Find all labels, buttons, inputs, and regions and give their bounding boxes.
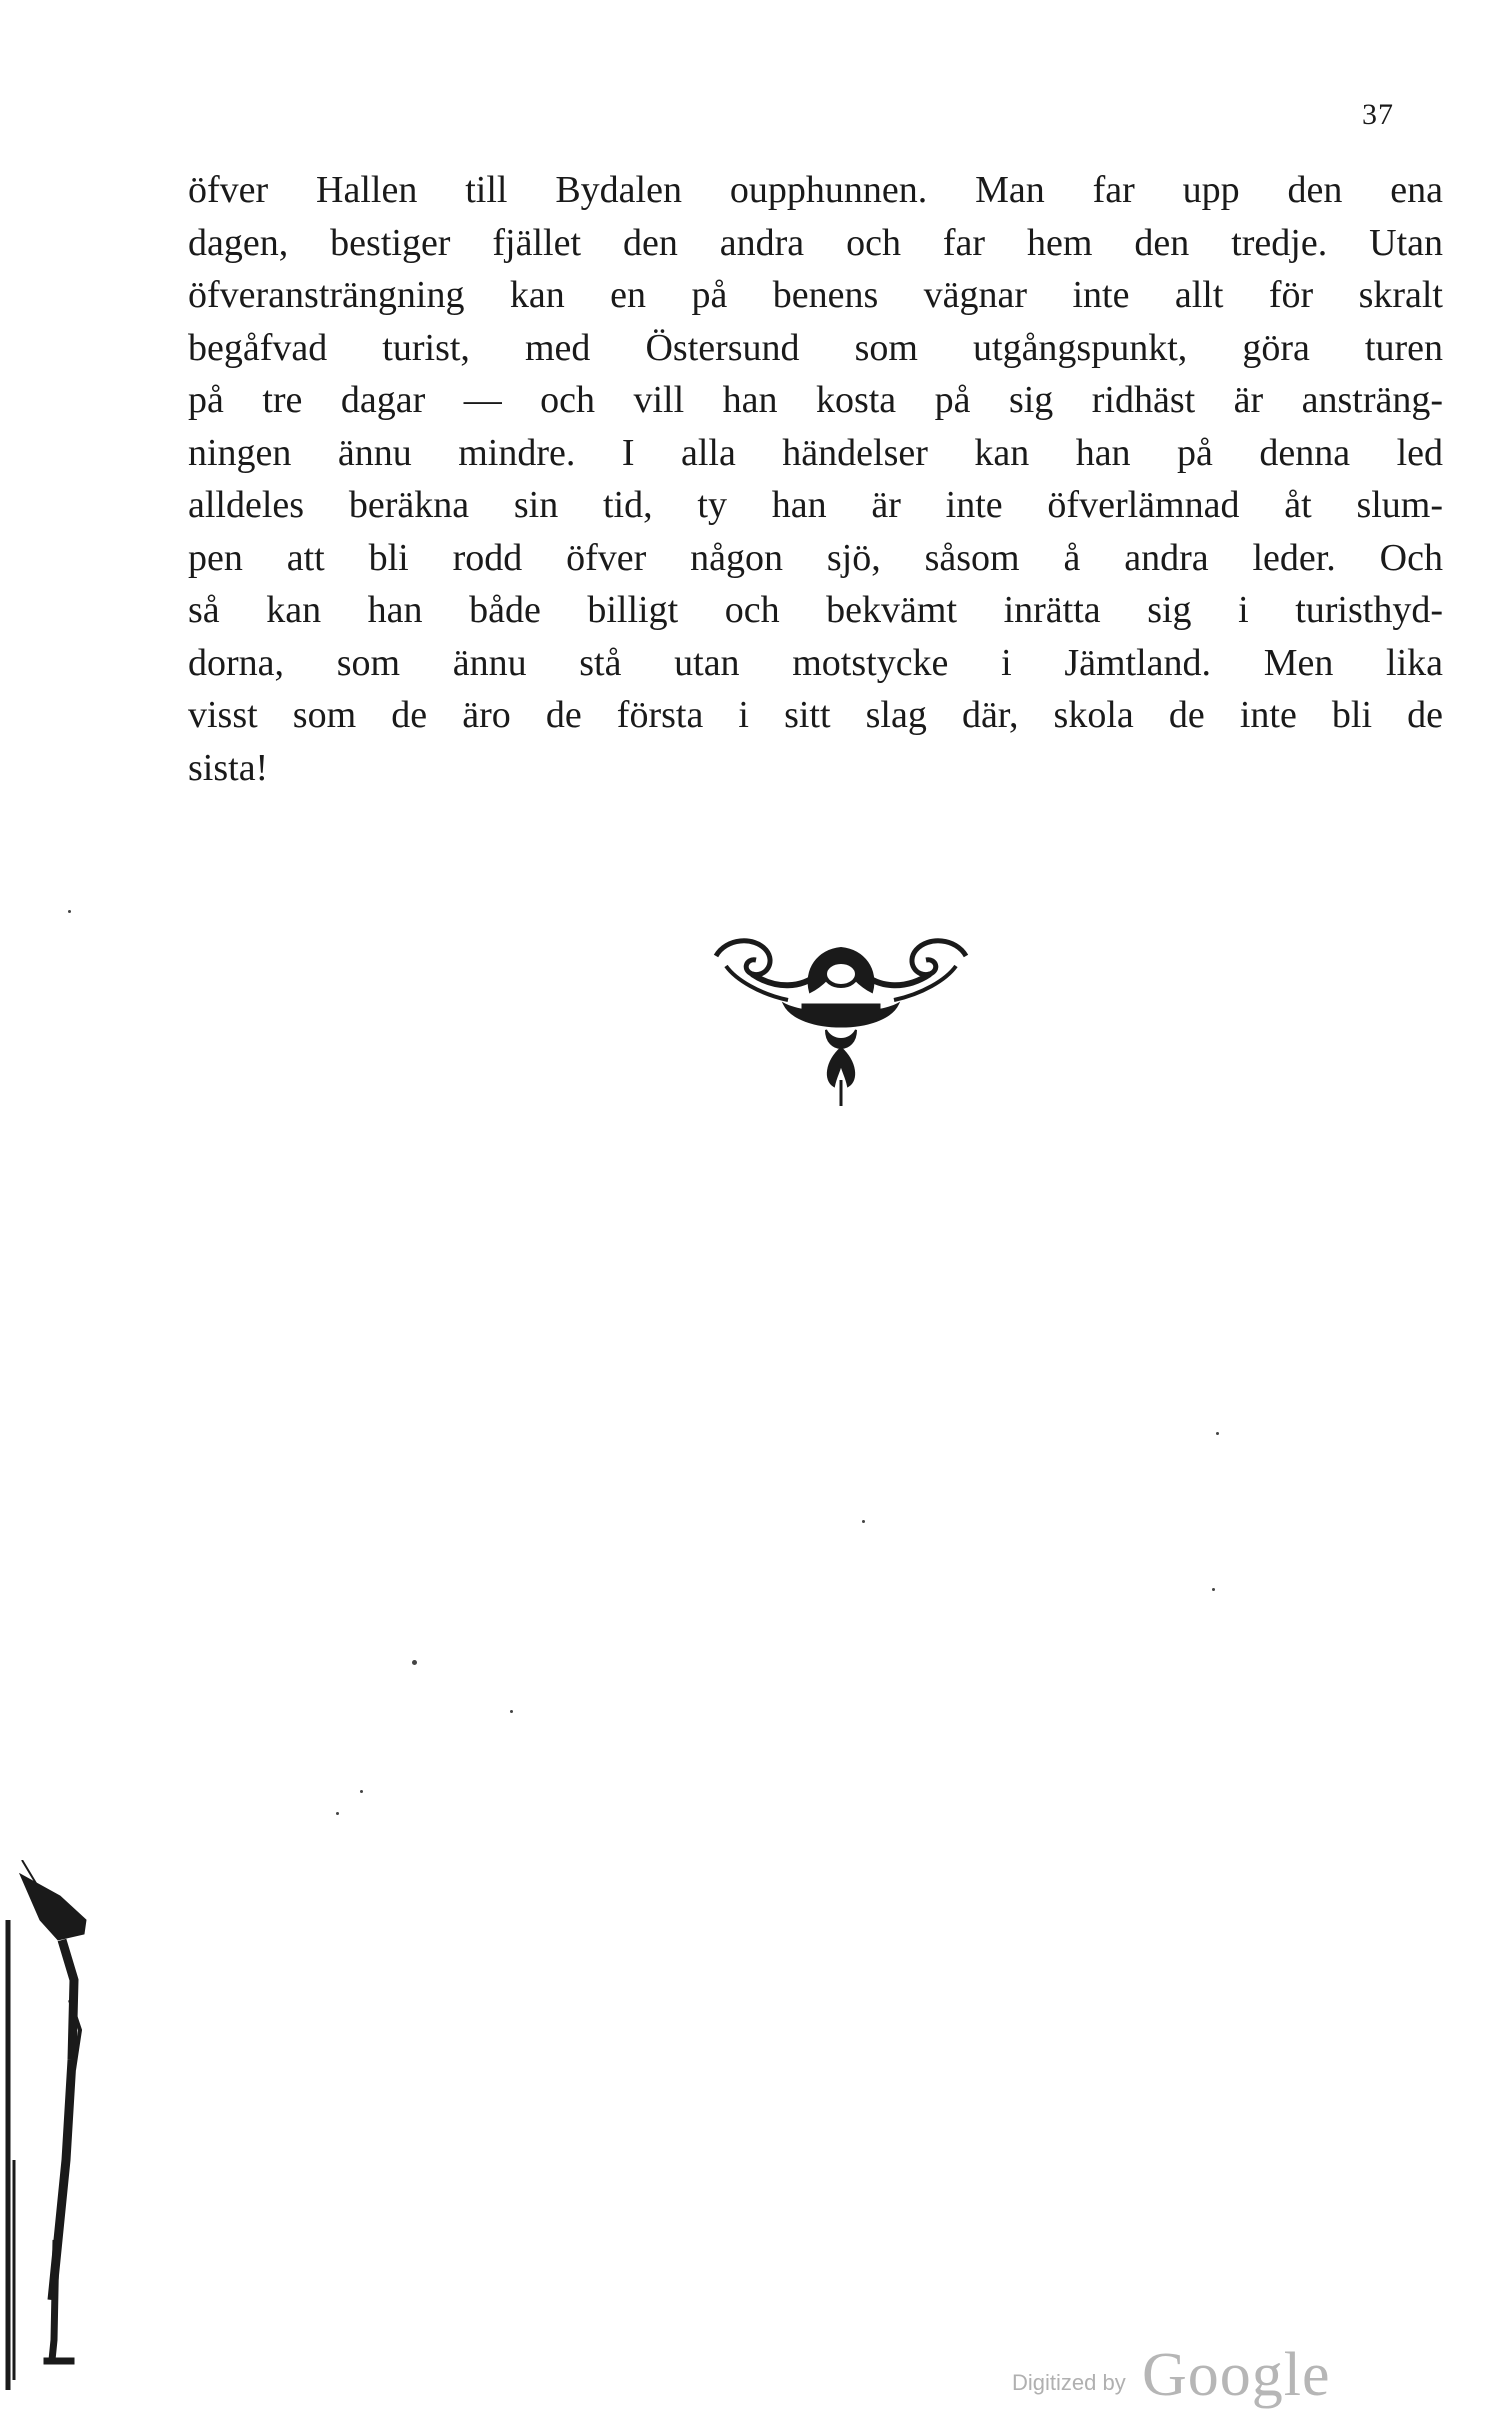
text-line-5: på tre dagar — och vill han kosta på sig ridhäst är ansträng-: [188, 379, 1443, 421]
ornament-vignette-icon: [706, 930, 976, 1120]
text-line-8: pen att bli rodd öfver någon sjö, såsom å andra leder. Och: [188, 536, 1443, 579]
text-line-3: öfveransträngning kan en på benens vägnar inte allt för skralt: [188, 274, 1443, 316]
page-number: 37: [1362, 98, 1394, 131]
google-watermark: [1012, 2340, 1432, 2410]
body-text: [188, 164, 1443, 794]
scan-speck-icon: [1216, 1432, 1219, 1435]
text-line-7: alldeles beräkna sin tid, ty han är inte öfverlämnad åt slum-: [188, 484, 1443, 526]
text-line-6: ningen ännu mindre. I alla händelser kan han på denna led: [188, 431, 1443, 474]
text-line-2: dagen, bestiger fjället den andra och far hem den tredje. Utan: [188, 221, 1443, 264]
scan-speck-icon: [510, 1710, 513, 1713]
text-line-9: så kan han både billigt och bekvämt inrätta sig i turisthyd-: [188, 589, 1443, 631]
scan-margin-artifact-icon: [0, 1860, 110, 2400]
text-line-12: sista!: [188, 746, 269, 789]
scan-speck-icon: [862, 1520, 865, 1523]
scan-speck-icon: [336, 1812, 339, 1815]
scan-speck-icon: [68, 910, 71, 913]
text-line-4: begåfvad turist, med Östersund som utgångspunkt, göra turen: [188, 326, 1443, 369]
scan-speck-icon: [412, 1660, 417, 1665]
scan-speck-icon: [1212, 1588, 1215, 1591]
scan-speck-icon: [360, 1790, 363, 1793]
google-logo: Google: [1142, 2341, 1331, 2409]
watermark-prefix: Digitized by: [1012, 2370, 1126, 2395]
text-line-10: dorna, som ännu stå utan motstycke i Jämtland. Men lika: [188, 641, 1443, 684]
text-line-11: visst som de äro de första i sitt slag där, skola de inte bli de: [188, 694, 1443, 736]
text-line-1: öfver Hallen till Bydalen oupphunnen. Man far upp den ena: [188, 169, 1443, 211]
